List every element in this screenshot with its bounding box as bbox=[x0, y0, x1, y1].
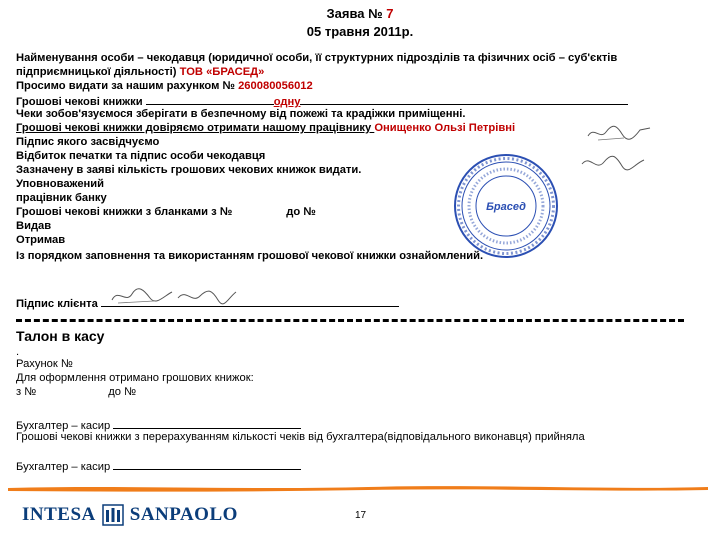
talon-account: Рахунок № bbox=[16, 358, 73, 370]
talon-range-to: до № bbox=[108, 386, 137, 398]
signature-2 bbox=[578, 150, 648, 174]
company-label: підприємницької діяльності) bbox=[16, 66, 180, 78]
line-payer-name: Найменування особи – чекодавця (юридичної особи, її структурних підрозділів та фізичних осіб – суб'єктів bbox=[16, 52, 618, 64]
footer-orange-stroke bbox=[8, 484, 708, 492]
checkbook-count: одну bbox=[273, 96, 301, 108]
talon-title: Талон в касу bbox=[16, 328, 105, 344]
signature-1 bbox=[584, 120, 654, 144]
line-bank-employee: працівник банку bbox=[16, 192, 107, 204]
talon-cashier-underline-1 bbox=[113, 418, 301, 429]
line-seal-imprint: Відбиток печатки та підпис особи чекодавця bbox=[16, 150, 266, 162]
bank-logo bbox=[22, 504, 238, 526]
talon-received-books: Для оформлення отримано грошових книжок: bbox=[16, 372, 254, 384]
talon-cashier-line-2 bbox=[16, 459, 301, 474]
talon-cashier-label-2: Бухгалтер – касир bbox=[16, 461, 111, 473]
underline bbox=[300, 94, 628, 105]
line-storage-obligation: Чеки зобов'язуємося зберігати в безпечному від пожежі та крадіжки приміщенні. bbox=[16, 108, 466, 120]
application-title bbox=[0, 6, 720, 21]
line-received-by: Отримав bbox=[16, 234, 66, 246]
talon-range-from: з № bbox=[16, 386, 37, 398]
underline bbox=[146, 94, 274, 105]
account-label: Просимо видати за нашим рахунком № bbox=[16, 80, 239, 92]
logo-emblem-icon bbox=[102, 504, 124, 526]
page-number: 17 bbox=[355, 510, 367, 521]
company-stamp bbox=[452, 152, 560, 260]
trusted-employee-label: Грошові чекові книжки довіряємо отримати нашому працівнику bbox=[16, 122, 375, 134]
line-authorized: Уповноважений bbox=[16, 178, 105, 190]
client-signature-2 bbox=[174, 284, 240, 306]
stamp-center-text: Брасед bbox=[486, 201, 526, 213]
logo-text-left: INTESA bbox=[22, 504, 96, 525]
logo-text-right: SANPAOLO bbox=[129, 504, 238, 525]
cut-line bbox=[16, 319, 684, 322]
line-acknowledgement: Із порядком заповнення та використанням грошової чекової книжки ознайомлений. bbox=[16, 250, 484, 262]
blank-range-from: Грошові чекові книжки з бланками з № bbox=[16, 206, 233, 218]
title-prefix: Заява № bbox=[326, 6, 387, 21]
application-number: 7 bbox=[386, 6, 394, 21]
checkbook-count-label: Грошові чекові книжки bbox=[16, 96, 146, 108]
account-number: 260080056012 bbox=[238, 80, 313, 92]
blank-range-to: до № bbox=[286, 206, 316, 218]
line-company bbox=[16, 66, 264, 79]
line-account bbox=[16, 80, 313, 93]
client-signature-label: Підпис клієнта bbox=[16, 298, 98, 310]
talon-recount: Грошові чекові книжки з перерахуванням кількості чеків від бухгалтера(відповідального виконавця) прийняла bbox=[16, 431, 585, 443]
line-signature-certify: Підпис якого засвідчуємо bbox=[16, 136, 160, 148]
line-checkbook-count bbox=[16, 94, 628, 109]
talon-cashier-label-1: Бухгалтер – касир bbox=[16, 420, 111, 432]
line-trusted-employee bbox=[16, 122, 515, 135]
client-signature-1 bbox=[108, 284, 176, 306]
talon-cashier-underline-2 bbox=[113, 459, 301, 470]
talon-dot: . bbox=[16, 346, 20, 358]
line-issued-by: Видав bbox=[16, 220, 52, 232]
talon-range bbox=[16, 386, 136, 399]
line-blank-range bbox=[16, 206, 316, 219]
line-issue-approval: Зазначену в заяві кількість грошових чекових книжок видати. bbox=[16, 164, 362, 176]
application-date: 05 травня 2011р. bbox=[306, 24, 414, 39]
trusted-employee-name: Онищенко Ользі Петрівні bbox=[374, 122, 516, 134]
company-name: ТОВ «БРАСЕД» bbox=[179, 66, 265, 78]
